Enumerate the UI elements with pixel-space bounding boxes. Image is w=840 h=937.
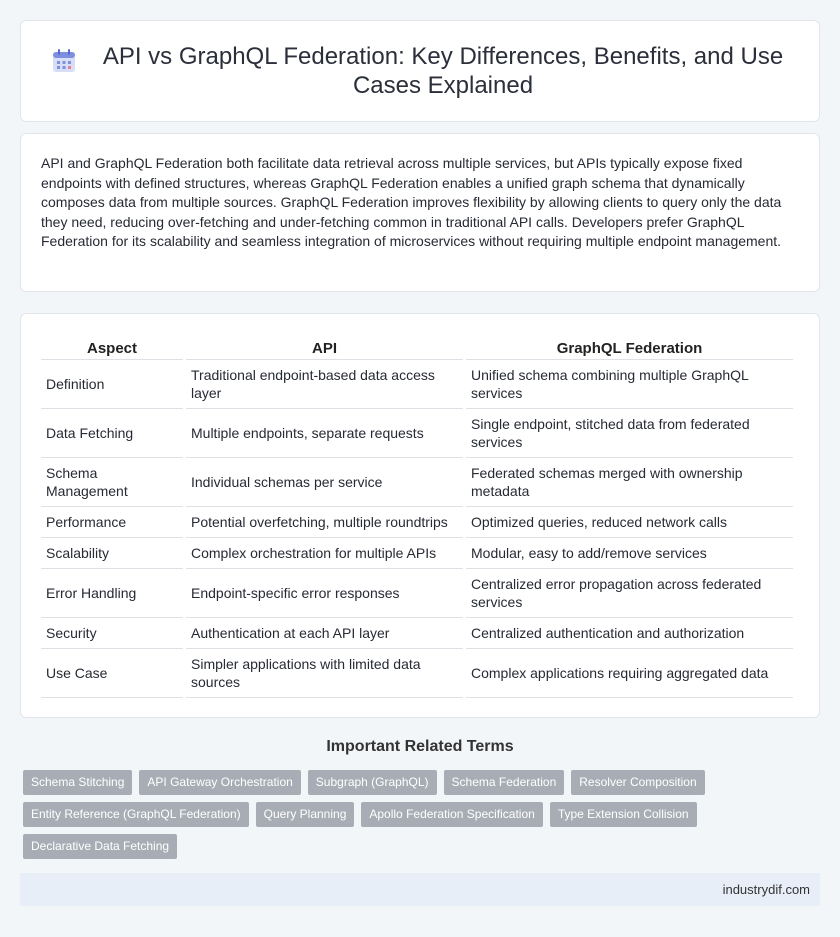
table-cell-aspect: Error Handling: [41, 569, 183, 618]
table-cell-api: Traditional endpoint-based data access layer: [186, 360, 463, 409]
title-card: [20, 20, 820, 122]
table-cell-api: Multiple endpoints, separate requests: [186, 409, 463, 458]
table-cell-aspect: Security: [41, 618, 183, 649]
table-cell-aspect: Use Case: [41, 649, 183, 698]
table-cell-aspect: Definition: [41, 360, 183, 409]
table-cell-aspect: Data Fetching: [41, 409, 183, 458]
related-term-tag[interactable]: Resolver Composition: [571, 770, 704, 795]
table-cell-graphql: Centralized authentication and authorization: [466, 618, 793, 649]
table-row: [41, 569, 793, 618]
intro-paragraph: API and GraphQL Federation both facilitate data retrieval across multiple services, but APIs typically expose fixed endpoints with defined structures, whereas GraphQL Federation enables a unified graph schema that dynamically composes data from multiple sources. GraphQL Federation improves flexibility by allowing clients to query only the data they need, reducing over-fetching and under-fetching common in traditional API calls. Developers prefer GraphQL Federation for its scalability and seamless integration of microservices without requiring multiple endpoint management.: [41, 155, 782, 249]
table-cell-aspect: Performance: [41, 507, 183, 538]
comparison-table: [38, 330, 796, 698]
table-cell-api: Authentication at each API layer: [186, 618, 463, 649]
table-cell-graphql: Federated schemas merged with ownership metadata: [466, 458, 793, 507]
table-cell-graphql: Unified schema combining multiple GraphQL services: [466, 360, 793, 409]
table-row: [41, 618, 793, 649]
page-title: API vs GraphQL Federation: Key Differences, Benefits, and Use Cases Explained: [102, 43, 784, 99]
title-wrap: [51, 42, 789, 100]
header-api: API: [186, 330, 463, 360]
intro-card: [20, 133, 820, 292]
table-cell-graphql: Modular, easy to add/remove services: [466, 538, 793, 569]
related-term-tag[interactable]: API Gateway Orchestration: [139, 770, 300, 795]
table-cell-aspect: Schema Management: [41, 458, 183, 507]
table-cell-graphql: Optimized queries, reduced network calls: [466, 507, 793, 538]
related-term-tag[interactable]: Schema Stitching: [23, 770, 132, 795]
related-term-tag[interactable]: Entity Reference (GraphQL Federation): [23, 802, 249, 827]
related-term-tag[interactable]: Query Planning: [256, 802, 355, 827]
related-term-tag[interactable]: Declarative Data Fetching: [23, 834, 177, 859]
header-aspect: Aspect: [41, 330, 183, 360]
table-row: [41, 649, 793, 698]
table-cell-api: Individual schemas per service: [186, 458, 463, 507]
footer: [20, 873, 820, 906]
table-row: [41, 507, 793, 538]
related-terms-list: [23, 770, 823, 866]
table-cell-api: Potential overfetching, multiple roundtrips: [186, 507, 463, 538]
related-term-tag[interactable]: Subgraph (GraphQL): [308, 770, 437, 795]
related-term-tag[interactable]: Schema Federation: [444, 770, 565, 795]
table-row: [41, 360, 793, 409]
table-row: [41, 458, 793, 507]
table-row: [41, 409, 793, 458]
comparison-card: [20, 313, 820, 718]
table-cell-api: Simpler applications with limited data sources: [186, 649, 463, 698]
table-cell-api: Endpoint-specific error responses: [186, 569, 463, 618]
related-term-tag[interactable]: Apollo Federation Specification: [361, 802, 542, 827]
related-terms-heading: Important Related Terms: [326, 738, 514, 755]
calendar-grid-icon: [51, 48, 77, 74]
table-header-row: [41, 330, 793, 360]
table-cell-api: Complex orchestration for multiple APIs: [186, 538, 463, 569]
footer-site-link[interactable]: industrydif.com: [722, 882, 810, 897]
related-term-tag[interactable]: Type Extension Collision: [550, 802, 697, 827]
table-row: [41, 538, 793, 569]
table-cell-graphql: Complex applications requiring aggregated data: [466, 649, 793, 698]
table-cell-aspect: Scalability: [41, 538, 183, 569]
table-cell-graphql: Centralized error propagation across federated services: [466, 569, 793, 618]
table-cell-graphql: Single endpoint, stitched data from federated services: [466, 409, 793, 458]
header-graphql-federation: GraphQL Federation: [466, 330, 793, 360]
